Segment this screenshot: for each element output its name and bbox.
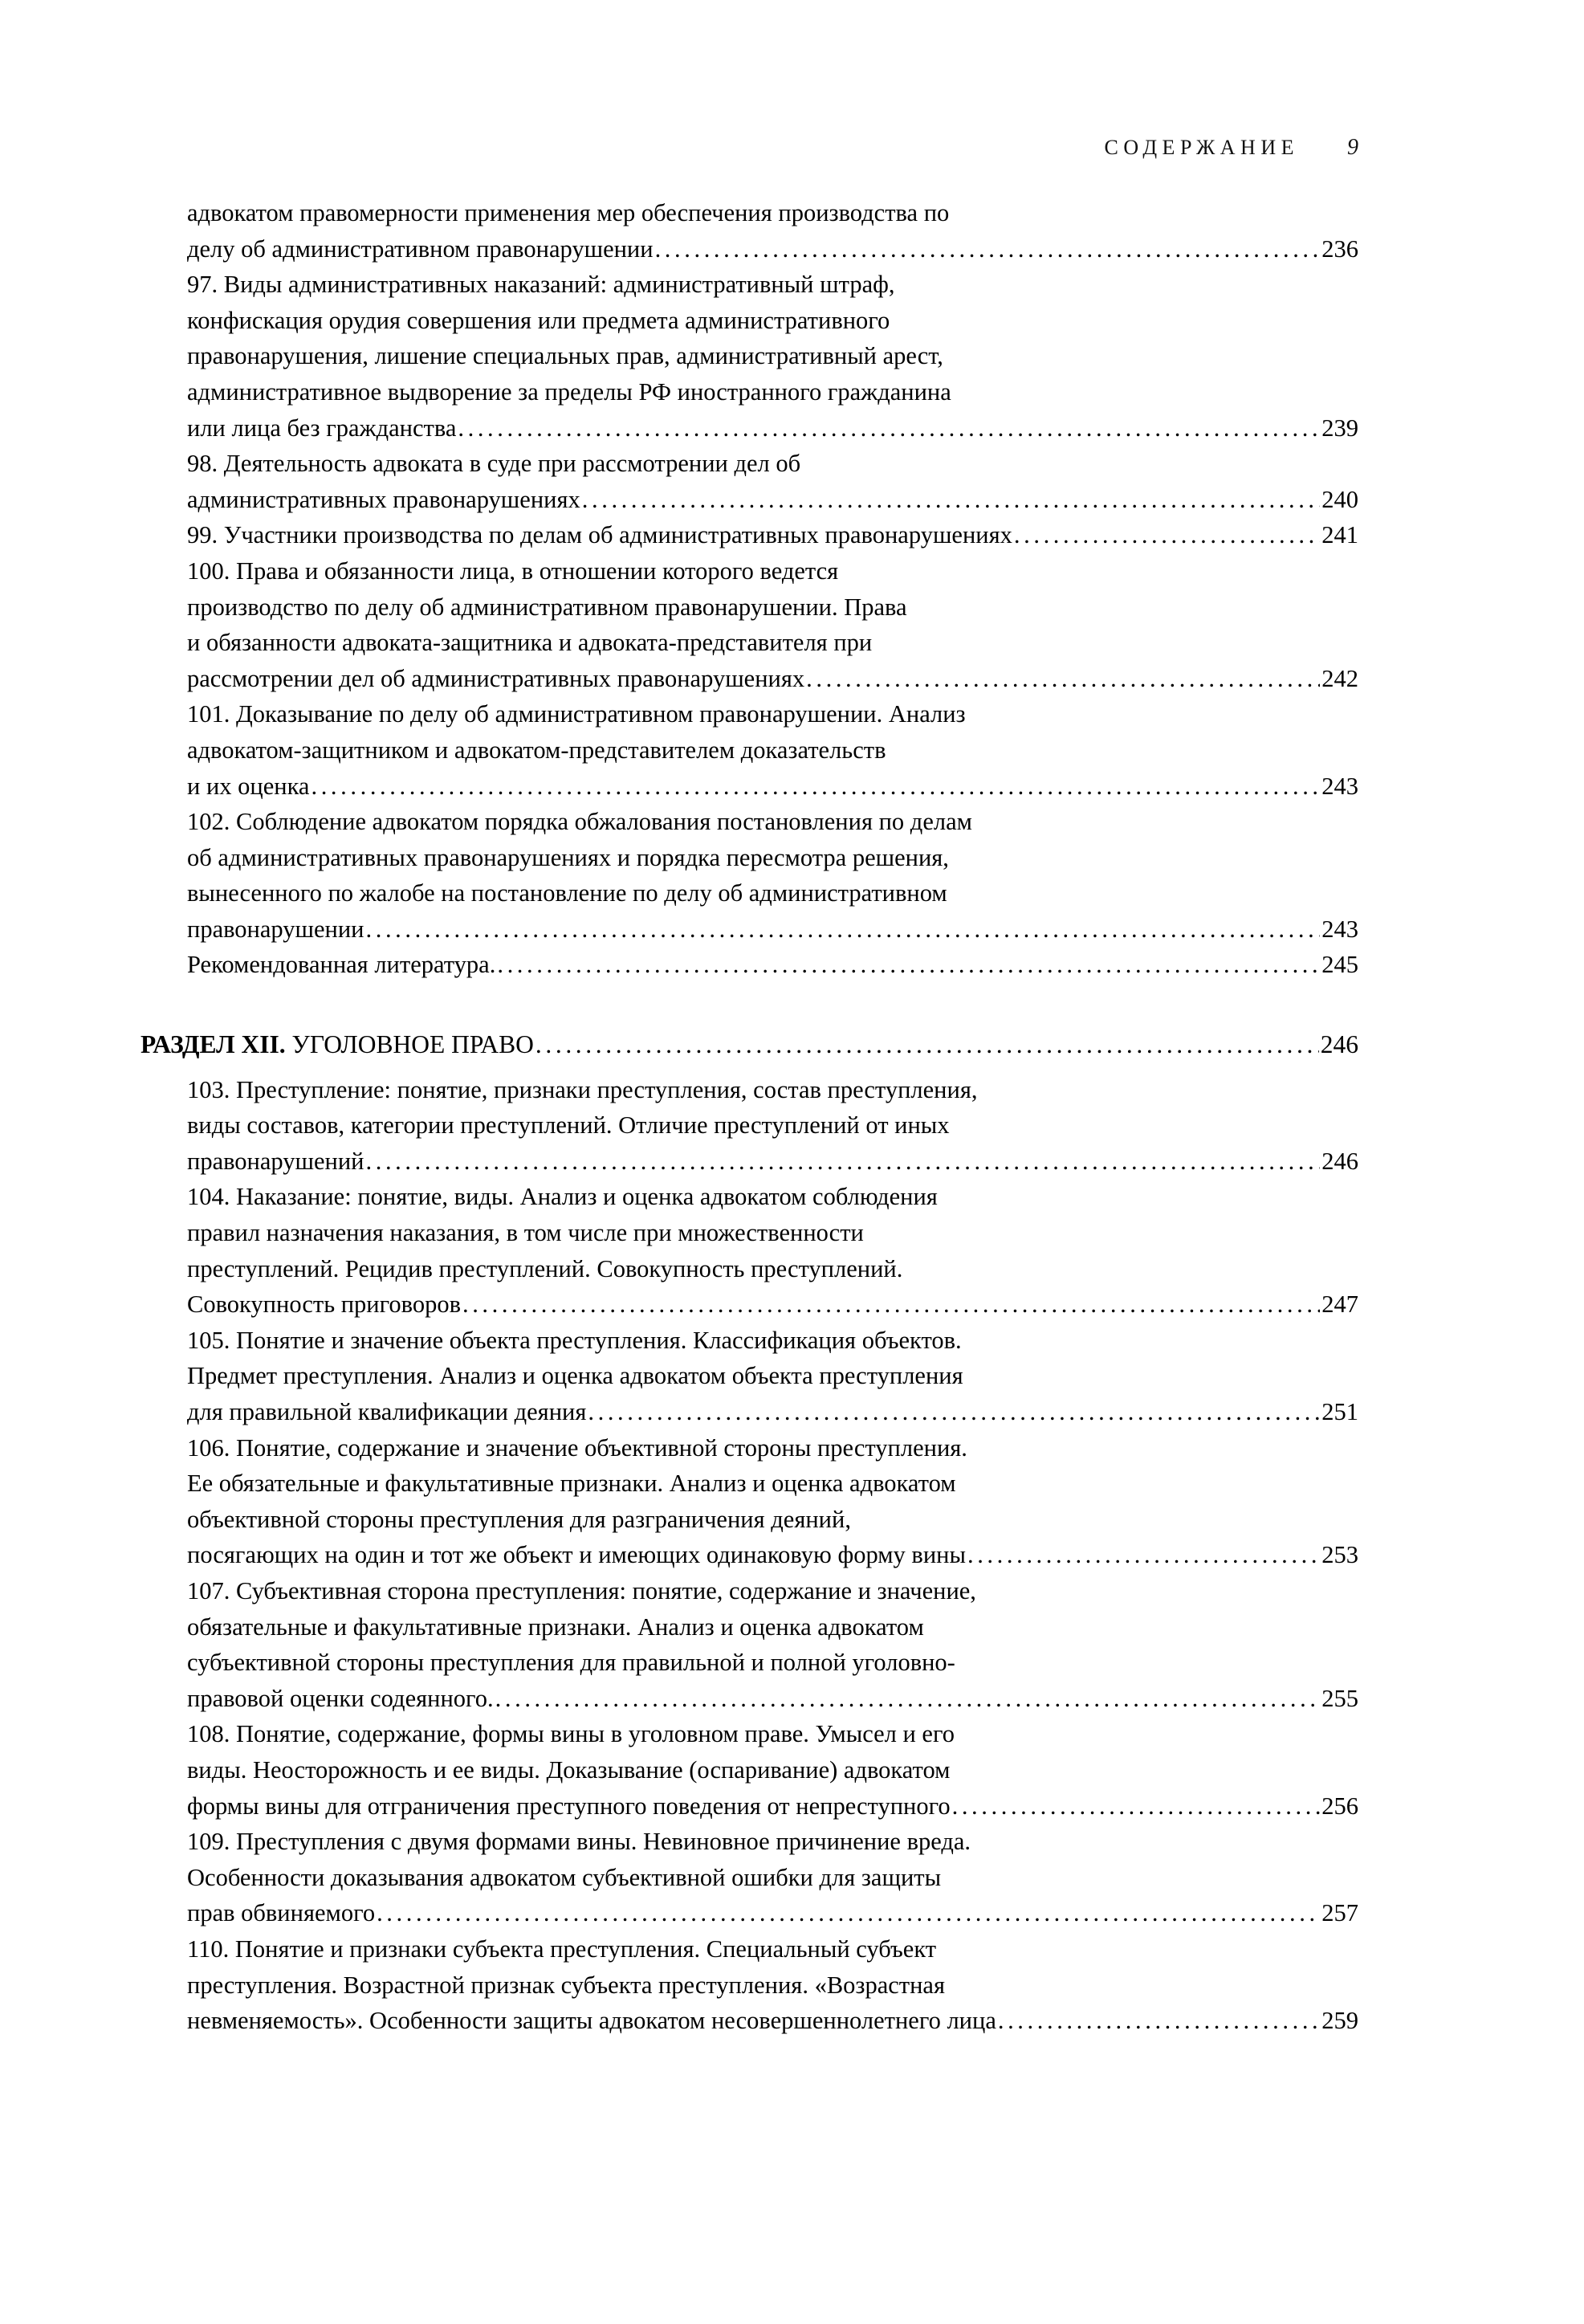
toc-entry-lines	[187, 446, 1358, 517]
toc-page-number: 253	[1321, 1541, 1358, 1569]
toc-page-number: 246	[1320, 1030, 1358, 1059]
toc-entry-line: и их оценка	[187, 772, 310, 800]
leader-dots	[952, 1788, 1321, 1825]
toc-entry-line: правонарушении	[187, 915, 364, 943]
toc-entry-line: Предмет преступления. Анализ и оценка адвокатом объекта преступления	[187, 1362, 963, 1390]
toc-entry-lines	[187, 1824, 1358, 1931]
toc-entry-line: 109. Преступления с двумя формами вины. Невиновное причинение вреда.	[187, 1828, 971, 1856]
running-head	[140, 135, 1358, 161]
toc-item-entry[interactable]	[140, 1323, 1358, 1430]
toc-entry-last-line	[187, 517, 1358, 553]
toc-entry-line: правонарушения, лишение специальных прав, административный арест,	[187, 342, 943, 370]
toc-entry-line: административных правонарушениях	[187, 485, 580, 513]
toc-entry-lines	[187, 553, 1358, 696]
toc-entry-last-line	[187, 2003, 1358, 2039]
toc-entry-line: правонарушений	[187, 1147, 364, 1175]
toc-entry-line: производство по делу об административном правонарушении. Права	[187, 593, 907, 621]
running-head-title: СОДЕРЖАНИЕ	[1104, 136, 1299, 159]
toc-entry-line: 98. Деятельность адвоката в суде при рассмотрении дел об	[187, 450, 801, 478]
toc-entry-last-line	[187, 1537, 1358, 1573]
toc-entry-lines	[187, 1716, 1358, 1824]
toc-page-number: 245	[1321, 951, 1358, 979]
toc-entry-line: посягающих на один и тот же объект и имеющих одинаковую форму вины	[187, 1541, 966, 1569]
toc-entry-line: невменяемость». Особенности защиты адвокатом несовершеннолетнего лица	[187, 2007, 996, 2035]
toc-entry-line: Рекомендованная литература.	[187, 951, 496, 979]
toc-entry-last-line	[187, 769, 1358, 805]
toc-page-number: 251	[1321, 1398, 1358, 1425]
toc-item-entry[interactable]	[140, 553, 1358, 696]
toc-entry-lines	[187, 1179, 1358, 1322]
toc-page-number: 241	[1321, 521, 1358, 549]
toc-item-entry[interactable]	[140, 947, 1358, 983]
toc-entry-line: адвокатом-защитником и адвокатом-представителем доказательств	[187, 736, 886, 764]
toc-entry-line: 104. Наказание: понятие, виды. Анализ и оценка адвокатом соблюдения	[187, 1183, 938, 1211]
toc-entry-line: виды. Неосторожность и ее виды. Доказывание (оспаривание) адвокатом	[187, 1755, 951, 1784]
toc-entry-lines	[187, 1931, 1358, 2039]
toc-entry-last-line	[187, 1144, 1358, 1180]
toc-entry-line: или лица без гражданства	[187, 414, 457, 442]
toc-entry-last-line	[187, 482, 1358, 518]
toc-entry-line: преступлений. Рецидив преступлений. Совокупность преступлений.	[187, 1254, 903, 1282]
toc-page-number: 236	[1321, 234, 1358, 263]
toc-entry-last-line	[187, 1394, 1358, 1430]
toc-entry-line: правовой оценки содеянного.	[187, 1684, 494, 1712]
toc-entry-last-line	[187, 1286, 1358, 1323]
leader-dots	[458, 410, 1320, 446]
leader-dots	[535, 1027, 1319, 1063]
toc-entry-lines	[187, 1573, 1358, 1716]
toc-section-title	[140, 1027, 534, 1063]
toc-page-number: 256	[1321, 1792, 1358, 1820]
toc-entry-last-line	[187, 1681, 1358, 1717]
toc-entry-last-line	[187, 661, 1358, 697]
toc-entry-lines	[187, 947, 1358, 983]
toc-entry-line: и обязанности адвоката-защитника и адвоката-представителя при	[187, 629, 873, 657]
leader-dots	[806, 661, 1320, 697]
toc-entry-line: делу об административном правонарушении	[187, 234, 654, 263]
toc-entry-line: 99. Участники производства по делам об административных правонарушениях	[187, 521, 1012, 549]
toc-entry-lines	[187, 1072, 1358, 1180]
toc-entry-line: административное выдворение за пределы РФ иностранного гражданина	[187, 377, 951, 406]
toc-entry-last-line	[187, 911, 1358, 948]
toc-entry-last-line	[187, 1895, 1358, 1931]
leader-dots	[311, 769, 1320, 805]
toc-entry-line: объективной стороны преступления для разграничения деяний,	[187, 1505, 851, 1533]
toc-entry-lines	[187, 1323, 1358, 1430]
toc-item-entry[interactable]	[140, 517, 1358, 553]
toc-entry-line: субъективной стороны преступления для правильной и полной уголовно-	[187, 1649, 955, 1677]
leader-dots	[462, 1286, 1320, 1323]
toc-entry-line: правил назначения наказания, в том числе при множественности	[187, 1219, 864, 1247]
toc-item-entry[interactable]	[140, 195, 1358, 267]
leader-dots	[588, 1394, 1320, 1430]
toc-entry-last-line	[187, 410, 1358, 446]
table-of-contents	[140, 195, 1358, 2039]
toc-entry-line: 105. Понятие и значение объекта преступления. Классификация объектов.	[187, 1326, 962, 1354]
leader-dots	[655, 231, 1321, 267]
toc-entry-line: рассмотрении дел об административных правонарушениях	[187, 664, 805, 692]
toc-entry-line: обязательные и факультативные признаки. Анализ и оценка адвокатом	[187, 1613, 924, 1641]
toc-item-entry[interactable]	[140, 696, 1358, 804]
toc-entry-line: формы вины для отграничения преступного поведения от непреступного	[187, 1792, 951, 1820]
leader-dots	[366, 1144, 1321, 1180]
toc-entry-last-line	[140, 1027, 1358, 1063]
toc-entry-line: Совокупность приговоров	[187, 1290, 461, 1319]
toc-entry-line: преступления. Возрастной признак субъекта преступления. «Возрастная	[187, 1971, 945, 1999]
leader-dots	[998, 2003, 1320, 2039]
toc-entry-line: об административных правонарушениях и порядка пересмотра решения,	[187, 843, 949, 871]
toc-entry-last-line	[187, 947, 1358, 983]
toc-section-entry[interactable]	[140, 1027, 1358, 1063]
toc-entry-line: 110. Понятие и признаки субъекта преступления. Специальный субъект	[187, 1935, 937, 1963]
toc-item-entry[interactable]	[140, 1716, 1358, 1824]
toc-page-number: 243	[1321, 772, 1358, 800]
toc-entry-last-line	[187, 231, 1358, 267]
toc-entry-lines	[187, 804, 1358, 947]
toc-entry-lines	[187, 195, 1358, 267]
toc-item-entry[interactable]	[140, 446, 1358, 517]
leader-dots	[497, 947, 1320, 983]
leader-dots	[1014, 517, 1320, 553]
toc-entry-line: 100. Права и обязанности лица, в отношении которого ведется	[187, 557, 839, 585]
toc-page-number: 243	[1321, 915, 1358, 943]
toc-entry-line: 103. Преступление: понятие, признаки преступления, состав преступления,	[187, 1075, 978, 1103]
toc-item-entry[interactable]	[140, 804, 1358, 947]
toc-item-entry[interactable]	[140, 1824, 1358, 1931]
toc-page-number: 255	[1321, 1684, 1358, 1712]
toc-page-number: 259	[1321, 2007, 1358, 2035]
toc-entry-line: адвокатом правомерности применения мер обеспечения производства по	[187, 199, 950, 226]
toc-entry-last-line	[187, 1788, 1358, 1825]
toc-entry-line: вынесенного по жалобе на постановление по делу об административном	[187, 879, 947, 907]
toc-entry-lines	[187, 696, 1358, 804]
toc-entry-line: 108. Понятие, содержание, формы вины в уголовном праве. Умысел и его	[187, 1720, 955, 1748]
toc-section-name: УГОЛОВНОЕ ПРАВО	[285, 1030, 534, 1059]
toc-entry-lines	[140, 1027, 1358, 1063]
toc-entry-line: 102. Соблюдение адвокатом порядка обжалования постановления по делам	[187, 808, 972, 836]
toc-section-prefix: РАЗДЕЛ XII.	[140, 1030, 286, 1059]
toc-entry-line: 106. Понятие, содержание и значение объективной стороны преступления.	[187, 1433, 967, 1462]
toc-entry-line: конфискация орудия совершения или предмета административного	[187, 306, 890, 334]
leader-dots	[377, 1895, 1320, 1931]
toc-page-number: 240	[1321, 485, 1358, 513]
toc-entry-line: виды составов, категории преступлений. Отличие преступлений от иных	[187, 1111, 950, 1140]
leader-dots	[967, 1537, 1320, 1573]
toc-entry-line: Особенности доказывания адвокатом субъективной ошибки для защиты	[187, 1863, 942, 1891]
leader-dots	[366, 911, 1321, 948]
toc-entry-line: 97. Виды административных наказаний: административный штраф,	[187, 271, 895, 299]
toc-page-number: 239	[1321, 414, 1358, 442]
toc-entry-lines	[187, 267, 1358, 446]
toc-item-entry[interactable]	[140, 1931, 1358, 2039]
toc-page-number: 257	[1321, 1899, 1358, 1927]
toc-item-entry[interactable]	[140, 1573, 1358, 1716]
toc-page-number: 246	[1321, 1147, 1358, 1175]
toc-entry-line: 107. Субъективная сторона преступления: понятие, содержание и значение,	[187, 1576, 976, 1604]
toc-item-entry[interactable]	[140, 1179, 1358, 1322]
toc-entry-lines	[187, 517, 1358, 553]
toc-page-number: 242	[1321, 664, 1358, 692]
toc-entry-line: 101. Доказывание по делу об административном правонарушении. Анализ	[187, 700, 966, 728]
toc-page-number: 247	[1321, 1290, 1358, 1319]
toc-entry-line: для правильной квалификации деяния	[187, 1398, 587, 1425]
running-head-page-number: 9	[1347, 135, 1358, 160]
toc-item-entry[interactable]	[140, 1430, 1358, 1573]
toc-item-entry[interactable]	[140, 267, 1358, 446]
toc-item-entry[interactable]	[140, 1072, 1358, 1180]
toc-entry-line: Ее обязательные и факультативные признаки. Анализ и оценка адвокатом	[187, 1470, 956, 1498]
toc-entry-line: прав обвиняемого	[187, 1899, 376, 1927]
leader-dots	[495, 1681, 1321, 1717]
leader-dots	[582, 482, 1320, 518]
toc-entry-lines	[187, 1430, 1358, 1573]
